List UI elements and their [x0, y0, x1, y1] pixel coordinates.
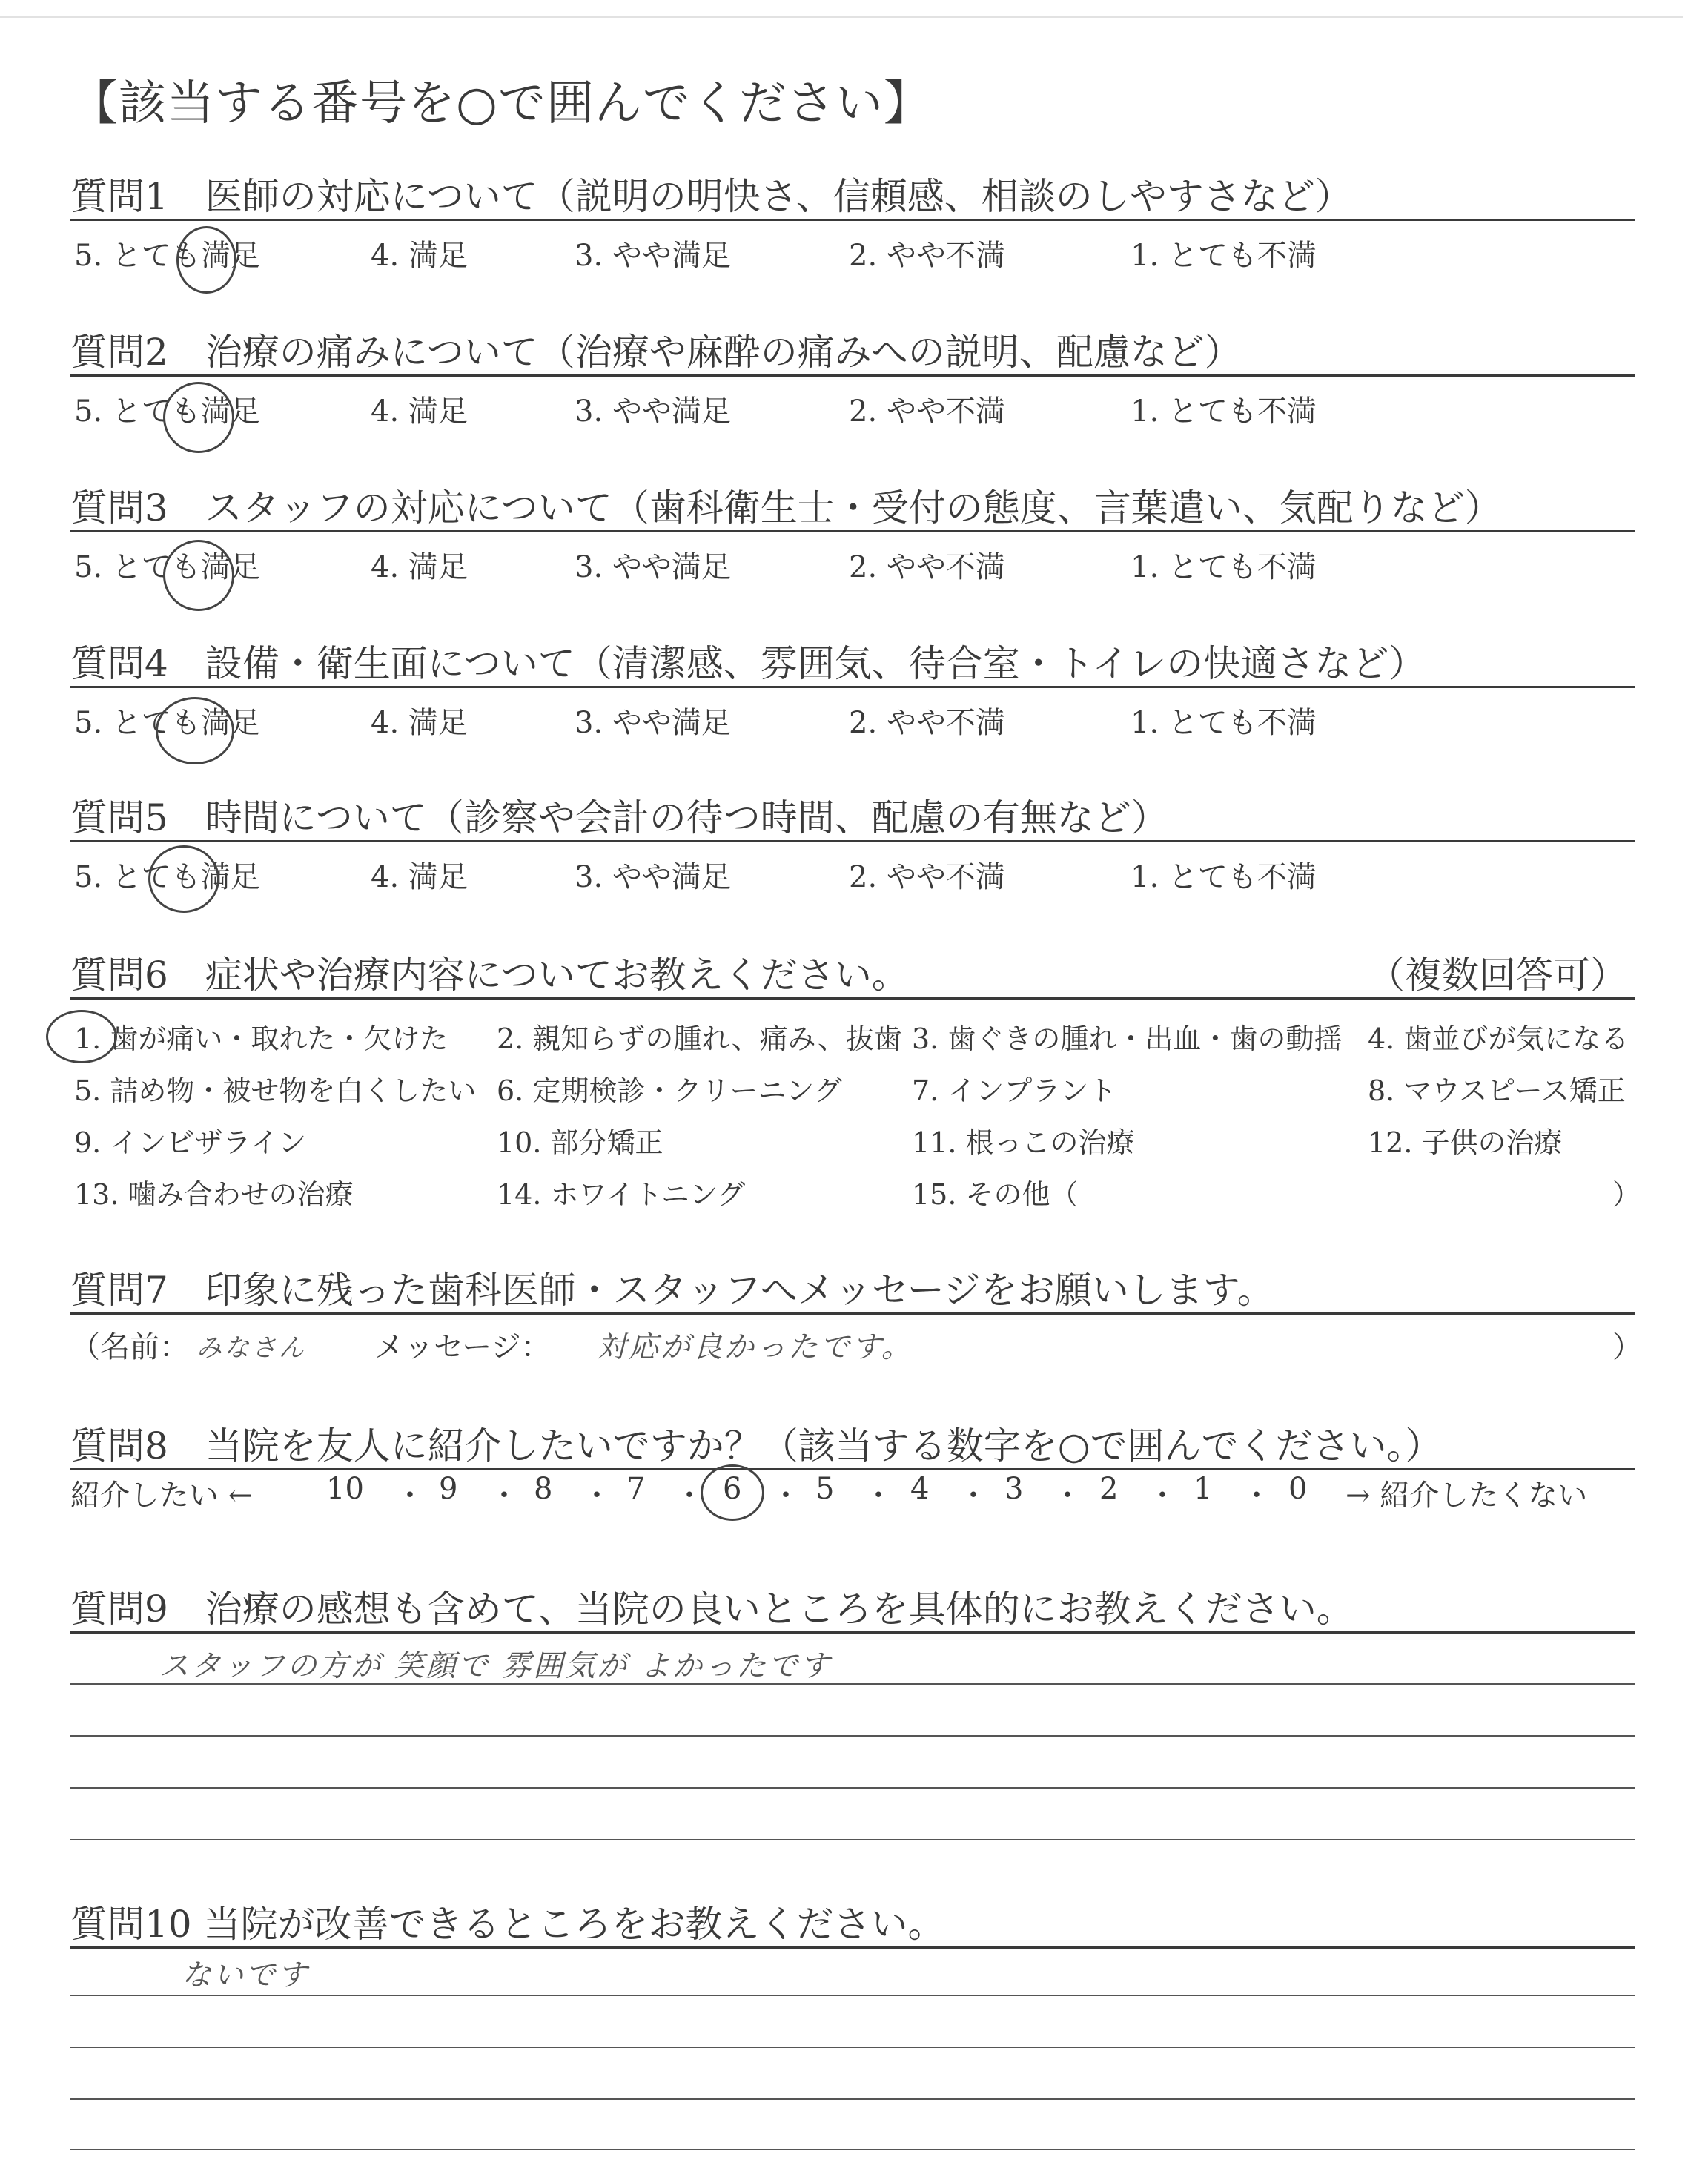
question-7-title: 質問7 印象に残った歯科医師・スタッフへメッセージをお願いします。 — [70, 1269, 1274, 1312]
q5-option-5[interactable]: 5. とても満足 — [74, 860, 260, 894]
q7-message-label: メッセージ： — [374, 1330, 551, 1364]
q8-right-label: → 紹介したくない — [1345, 1479, 1588, 1513]
q6-option-1[interactable]: 1. 歯が痛い・取れた・欠けた — [74, 1023, 448, 1055]
q1-option-5[interactable]: 5. とても満足 — [74, 239, 260, 273]
q8-scale-dot: ・ — [675, 1479, 704, 1513]
page-instruction: 【該当する番号を○で囲んでください】 — [70, 76, 932, 131]
q8-scale-2[interactable]: 2 — [1099, 1472, 1119, 1506]
q8-scale-8[interactable]: 8 — [534, 1472, 553, 1506]
q6-selection-circle — [46, 1010, 117, 1063]
question-1-title: 質問1 医師の対応について（説明の明快さ、信頼感、相談のしやすさなど） — [70, 175, 1352, 218]
q1-option-1[interactable]: 1. とても不満 — [1131, 239, 1317, 273]
q8-scale-1[interactable]: 1 — [1194, 1472, 1213, 1506]
q3-option-4[interactable]: 4. 満足 — [371, 550, 468, 584]
q2-option-2[interactable]: 2. やや不満 — [849, 394, 1005, 429]
q8-scale-5[interactable]: 5 — [815, 1472, 835, 1506]
q3-selection-circle — [163, 540, 234, 611]
q8-scale-6[interactable]: 6 — [723, 1472, 742, 1506]
question-4-rule — [70, 686, 1635, 688]
q5-selection-circle — [148, 845, 219, 913]
q2-option-4[interactable]: 4. 満足 — [371, 394, 468, 429]
q4-option-3[interactable]: 3. やや満足 — [575, 706, 731, 740]
q4-option-2[interactable]: 2. やや不満 — [849, 706, 1005, 740]
q8-scale-dot: ・ — [1148, 1479, 1177, 1513]
q5-option-2[interactable]: 2. やや不満 — [849, 860, 1005, 894]
question-5-title: 質問5 時間について（診察や会計の待つ時間、配慮の有無など） — [70, 796, 1168, 839]
q4-option-5[interactable]: 5. とても満足 — [74, 706, 260, 740]
q8-selection-circle — [701, 1464, 764, 1521]
question-10-rule — [70, 1946, 1635, 1949]
q7-name-answer[interactable]: みなさん — [196, 1333, 306, 1363]
q8-scale-3[interactable]: 3 — [1004, 1472, 1024, 1506]
question-6-rule — [70, 997, 1635, 1000]
scan-edge — [0, 16, 1683, 18]
q9-answer-line — [70, 1787, 1635, 1789]
question-6-title: 質問6 症状や治療内容についてお教えください。 — [70, 954, 909, 997]
question-4-title: 質問4 設備・衛生面について（清潔感、雰囲気、待合室・トイレの快適さなど） — [70, 642, 1426, 685]
q1-option-4[interactable]: 4. 満足 — [371, 239, 468, 273]
q6-option-10[interactable]: 10. 部分矯正 — [497, 1126, 663, 1159]
q3-option-2[interactable]: 2. やや不満 — [849, 550, 1005, 584]
q7-message-answer[interactable]: 対応が良かったです。 — [597, 1330, 913, 1364]
q2-selection-circle — [163, 382, 234, 453]
question-6-note: （複数回答可） — [1368, 954, 1627, 997]
q6-option-14[interactable]: 14. ホワイトニング — [497, 1178, 746, 1211]
q6-option-13[interactable]: 13. 噛み合わせの治療 — [74, 1178, 354, 1211]
q6-option-11[interactable]: 11. 根っこの治療 — [912, 1126, 1135, 1159]
q8-scale-0[interactable]: 0 — [1288, 1472, 1308, 1506]
q8-scale-7[interactable]: 7 — [626, 1472, 646, 1506]
q9-answer-line — [70, 1683, 1635, 1685]
q8-left-label: 紹介したい ← — [70, 1479, 254, 1513]
q7-name-label: （名前： — [70, 1330, 189, 1364]
q3-option-3[interactable]: 3. やや満足 — [575, 550, 731, 584]
q2-option-3[interactable]: 3. やや満足 — [575, 394, 731, 429]
question-2-title: 質問2 治療の痛みについて（治療や麻酔の痛みへの説明、配慮など） — [70, 331, 1242, 374]
question-5-rule — [70, 840, 1635, 842]
q6-option-9[interactable]: 9. インビザライン — [74, 1126, 307, 1159]
question-3-rule — [70, 530, 1635, 532]
question-7-rule — [70, 1312, 1635, 1315]
q6-option-5[interactable]: 5. 詰め物・被せ物を白くしたい — [74, 1074, 477, 1107]
question-9-rule — [70, 1631, 1635, 1634]
q5-option-4[interactable]: 4. 満足 — [371, 860, 468, 894]
question-10-title: 質問10 当院が改善できるところをお教えください。 — [70, 1903, 945, 1946]
q8-scale-dot: ・ — [489, 1479, 519, 1513]
q8-scale-4[interactable]: 4 — [910, 1472, 930, 1506]
q8-scale-dot: ・ — [1242, 1479, 1271, 1513]
question-9-title: 質問9 治療の感想も含めて、当院の良いところを具体的にお教えください。 — [70, 1588, 1354, 1631]
q3-option-1[interactable]: 1. とても不満 — [1131, 550, 1317, 584]
q8-scale-dot: ・ — [582, 1479, 612, 1513]
q8-scale-dot: ・ — [395, 1479, 425, 1513]
q8-scale-dot: ・ — [864, 1479, 893, 1513]
q2-option-1[interactable]: 1. とても不満 — [1131, 394, 1317, 429]
q6-option-3[interactable]: 3. 歯ぐきの腫れ・出血・歯の動揺 — [912, 1023, 1343, 1055]
question-8-title: 質問8 当院を友人に紹介したいですか？（該当する数字を○で囲んでください。） — [70, 1424, 1443, 1467]
q9-answer-line — [70, 1839, 1635, 1840]
q5-option-1[interactable]: 1. とても不満 — [1131, 860, 1317, 894]
q6-option-15[interactable]: 15. その他（ — [912, 1178, 1079, 1211]
q8-scale-dot: ・ — [959, 1479, 988, 1513]
question-1-rule — [70, 219, 1635, 221]
q6-option-2[interactable]: 2. 親知らずの腫れ、痛み、抜歯 — [497, 1023, 902, 1055]
q7-close-paren: ） — [1612, 1330, 1642, 1364]
q3-option-5[interactable]: 5. とても満足 — [74, 550, 260, 584]
q1-option-2[interactable]: 2. やや不満 — [849, 239, 1005, 273]
q6-option-4[interactable]: 4. 歯並びが気になる — [1368, 1023, 1629, 1055]
q8-scale-dot: ・ — [1053, 1479, 1082, 1513]
q1-selection-circle — [176, 226, 236, 294]
q10-answer-line — [70, 2149, 1635, 2150]
q8-scale-dot: ・ — [771, 1479, 801, 1513]
q10-answer[interactable]: ないです — [182, 1958, 309, 1992]
q5-option-3[interactable]: 3. やや満足 — [575, 860, 731, 894]
q1-option-3[interactable]: 3. やや満足 — [575, 239, 731, 273]
q8-scale-10[interactable]: 10 — [326, 1472, 364, 1506]
q2-option-5[interactable]: 5. とても満足 — [74, 394, 260, 429]
q4-option-1[interactable]: 1. とても不満 — [1131, 706, 1317, 740]
q10-answer-line — [70, 2047, 1635, 2048]
q4-option-4[interactable]: 4. 満足 — [371, 706, 468, 740]
q6-option-6[interactable]: 6. 定期検診・クリーニング — [497, 1074, 842, 1107]
q9-answer-line — [70, 1735, 1635, 1737]
q6-close-paren: ） — [1612, 1178, 1641, 1211]
q6-option-12[interactable]: 12. 子供の治療 — [1368, 1126, 1563, 1159]
q9-answer[interactable]: スタッフの方が 笑顔で 雰囲気が よかったです — [159, 1649, 833, 1683]
q6-option-7[interactable]: 7. インプラント — [912, 1074, 1117, 1107]
q10-answer-line — [70, 2098, 1635, 2100]
q10-answer-line — [70, 1995, 1635, 1996]
question-2-rule — [70, 374, 1635, 377]
q6-option-8[interactable]: 8. マウスピース矯正 — [1368, 1074, 1626, 1107]
q8-scale-9[interactable]: 9 — [439, 1472, 458, 1506]
question-8-rule — [70, 1468, 1635, 1470]
q4-selection-circle — [156, 697, 234, 764]
question-3-title: 質問3 スタッフの対応について（歯科衛生士・受付の態度、言葉遣い、気配りなど） — [70, 486, 1502, 529]
